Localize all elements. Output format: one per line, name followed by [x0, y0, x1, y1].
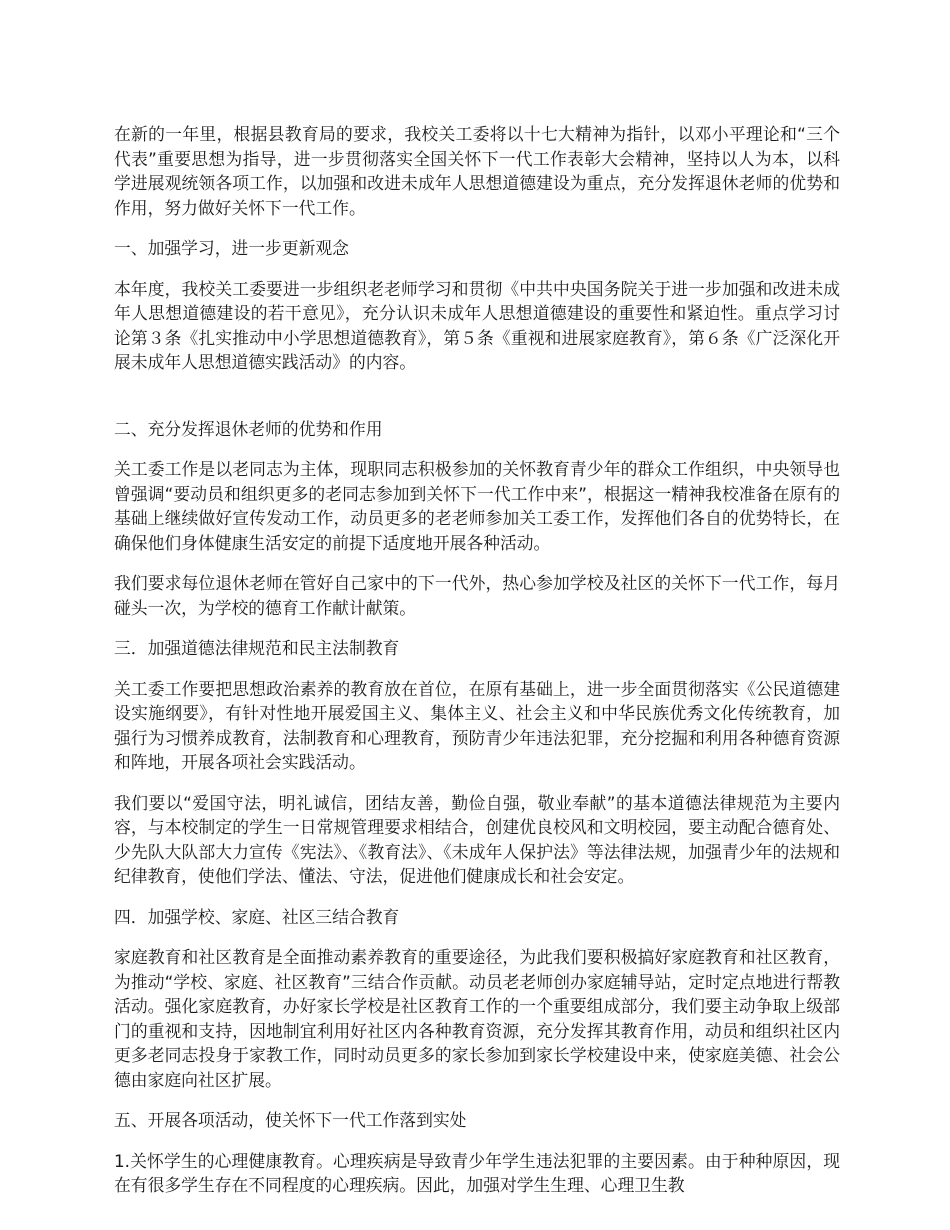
section-4-heading: 四．加强学校、家庭、社区三结合教育	[114, 906, 400, 927]
section-5-paragraph: 1.关怀学生的心理健康教育。心理疾病是导致青少年学生违法犯罪的主要因素。由于种种原因，现在有很多学生存在不同程度的心理疾病。因此，加强对学生生理、心理卫生教	[114, 1150, 840, 1195]
section-3-paragraph-2: 我们要以“爱国守法，明礼诚信，团结友善，勤俭自强，敬业奉献”的基本道德法律规范为主要内容，与本校制定的学生一日常规管理要求相结合，创建优良校风和文明校园，要主动配合德育处、少先队大队部大力宣传《宪法》、《教育法》、《未成年人保护法》等法律法规，加强青少年的法规和纪律教育，使他们学法、懂法、守法，促进他们健康成长和社会安定。	[114, 792, 840, 886]
section-1-paragraph: 本年度，我校关工委要进一步组织老老师学习和贯彻《中共中央国务院关于进一步加强和改进未成年人思想道德建设的若干意见》，充分认识未成年人思想道德建设的重要性和紧迫性。重点学习讨论第３条《扎实推动中小学思想道德教育》，第５条《重视和进展家庭教育》，第６条《广泛深化开展未成年人思想道德实践活动》的内容。	[114, 278, 840, 372]
section-2-paragraph-2: 我们要求每位退休老师在管好自己家中的下一代外，热心参加学校及社区的关怀下一代工作，每月碰头一次，为学校的德育工作献计献策。	[114, 573, 840, 618]
section-4-paragraph: 家庭教育和社区教育是全面推动素养教育的重要途径，为此我们要积极搞好家庭教育和社区教育，为推动“学校、家庭、社区教育”三结合作贡献。动员老老师创办家庭辅导站，定时定点地进行帮教活动。强化家庭教育，办好家长学校是社区教育工作的一个重要组成部分，我们要主动争取上级部门的重视和支持，因地制宜利用好社区内各种教育资源，充分发挥其教育作用，动员和组织社区内更多老同志投身于家教工作，同时动员更多的家长参加到家长学校建设中来，使家庭美德、社会公德由家庭向社区扩展。	[114, 947, 840, 1090]
section-5-heading: 五、开展各项活动，使关怀下一代工作落到实处	[114, 1110, 467, 1130]
section-2-heading: 二、充分发挥退休老师的优势和作用	[114, 418, 383, 439]
section-2-paragraph-1: 关工委工作是以老同志为主体，现职同志积极参加的关怀教育青少年的群众工作组织，中央领导也曾强调“要动员和组织更多的老同志参加到关怀下一代工作中来”，根据这一精神我校准备在原有的基础上继续做好宣传发动工作，动员更多的老老师参加关工委工作，发挥他们各自的优势特长，在确保他们身体健康生活安定的前提下适度地开展各种活动。	[114, 459, 840, 553]
section-3-heading: 三．加强道德法律规范和民主法制教育	[114, 638, 400, 658]
section-3-paragraph-1: 关工委工作要把思想政治素养的教育放在首位，在原有基础上，进一步全面贯彻落实《公民道德建设实施纲要》，有针对性地开展爱国主义、集体主义、社会主义和中华民族优秀文化传统教育，加强行为习惯养成教育，法制教育和心理教育，预防青少年违法犯罪，充分挖掘和利用各种德育资源和阵地，开展各项社会实践活动。	[114, 678, 840, 772]
document-page	[114, 122, 840, 1214]
intro-paragraph: 在新的一年里，根据县教育局的要求，我校关工委将以十七大精神为指针，以邓小平理论和“三个代表”重要思想为指导，进一步贯彻落实全国关怀下一代工作表彰大会精神，坚持以人为本，以科学进展观统领各项工作，以加强和改进未成年人思想道德建设为重点，充分发挥退休老师的优势和作用，努力做好关怀下一代工作。	[114, 124, 840, 218]
section-1-heading: 一、加强学习，进一步更新观念	[114, 238, 349, 258]
